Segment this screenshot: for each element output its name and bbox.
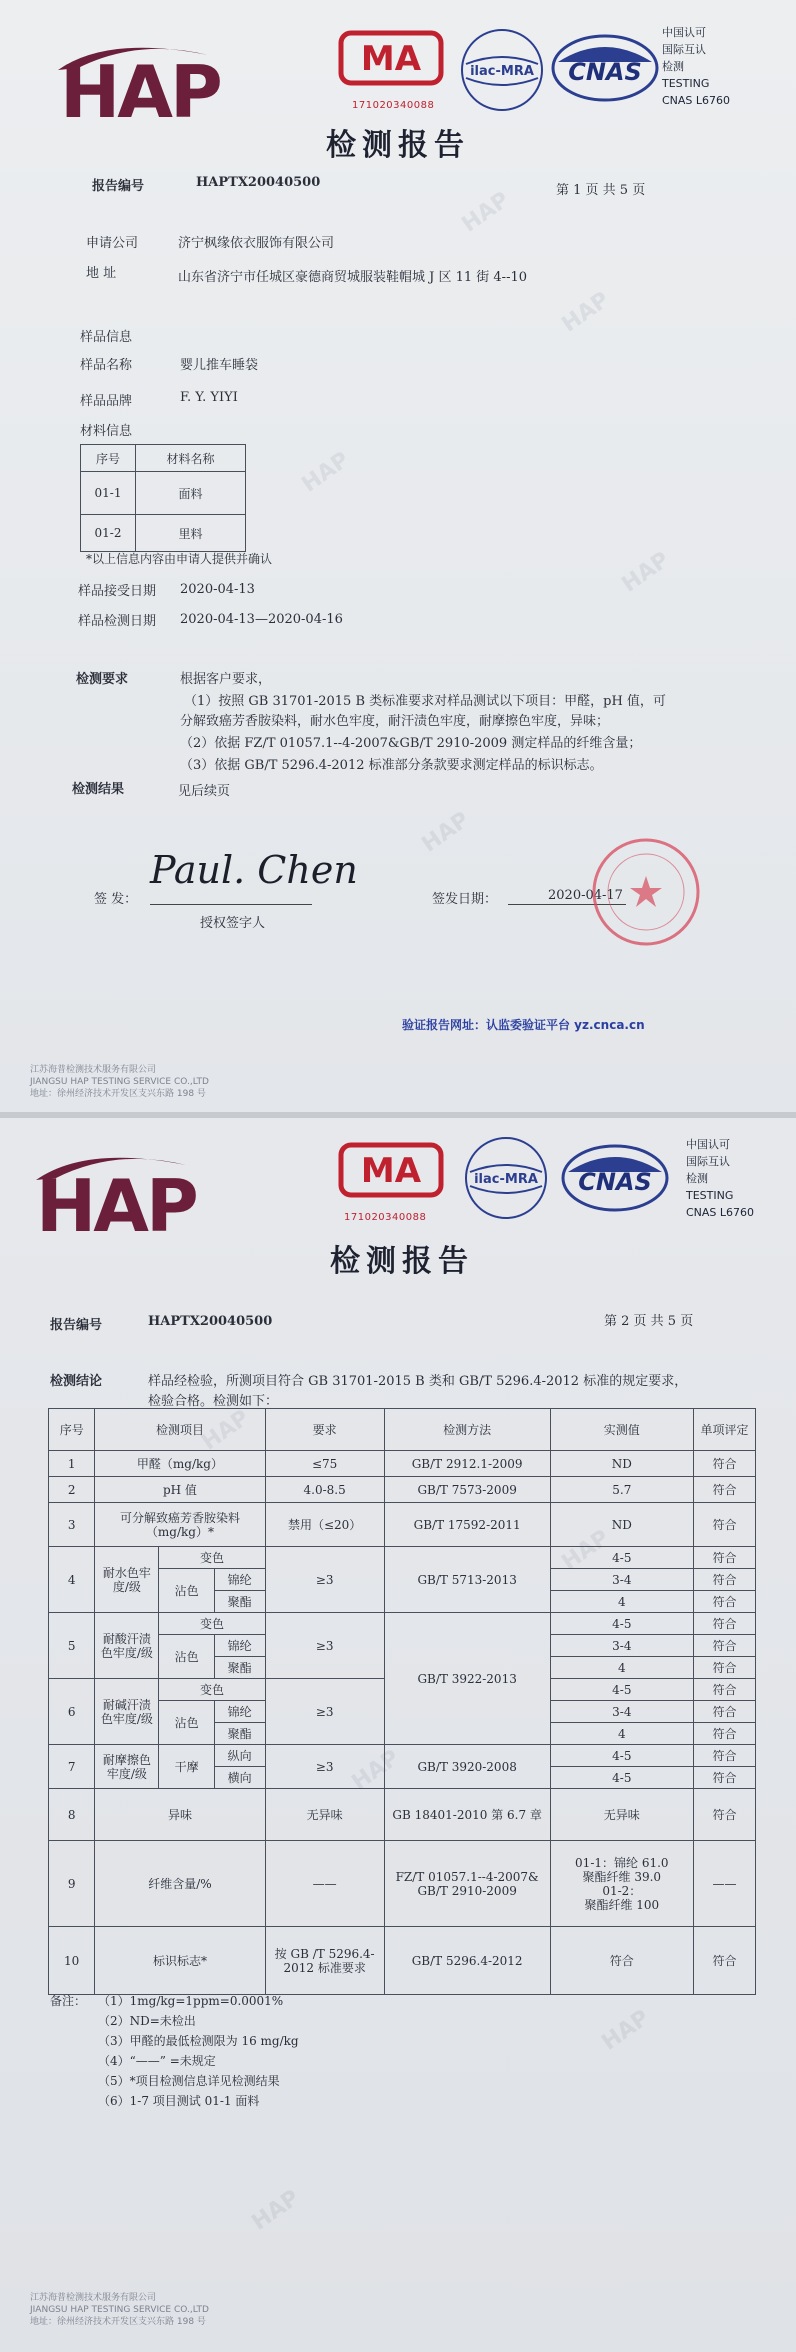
table-row: 5 耐酸汗渍色牢度/级 变色 ≥3 GB/T 3922-2013 4-5 符合: [49, 1613, 756, 1635]
table-row: 3 可分解致癌芳香胺染料（mg/kg）* 禁用（≤20） GB/T 17592-2011 ND 符合: [49, 1503, 756, 1547]
requirement-line: （1）按照 GB 31701-2015 B 类标准要求对样品测试以下项目：甲醛，pH 值，可: [184, 694, 666, 709]
watermark: HAP: [597, 2005, 655, 2056]
note-line: （3）甲醛的最低检测限为 16 mg/kg: [98, 2034, 299, 2048]
page-title: 检测报告: [330, 1244, 474, 1279]
table-row: 聚酯 4 符合: [49, 1591, 756, 1613]
watermark: HAP: [617, 547, 675, 598]
note-line: （5）*项目检测信息详见检测结果: [98, 2074, 280, 2088]
page-title: 检测报告: [326, 128, 470, 163]
sample-name: 婴儿推车睡袋: [180, 358, 259, 373]
svg-text:MA: MA: [360, 1151, 422, 1191]
requirement-label: 检测要求: [76, 672, 129, 687]
received-label: 样品接受日期: [78, 584, 157, 599]
materials-table: [80, 444, 246, 552]
fiber-content-cell: 01-1：锦纶 61.0 聚酯纤维 39.0 01-2： 聚酯纤维 100: [550, 1841, 694, 1927]
note-line: （6）1-7 项目测试 01-1 面料: [98, 2094, 260, 2108]
cnas-logo-icon: [550, 32, 660, 104]
footer: 江苏海普检测技术服务有限公司 JIANGSU HAP TESTING SERVICE CO.,LTD 地址：徐州经济技术开发区支兴东路 198 号: [30, 1065, 209, 1099]
table-row: 2 pH 值 4.0-8.5 GB/T 7573-2009 5.7 符合: [49, 1477, 756, 1503]
signer-title: 授权签字人: [200, 916, 266, 931]
official-stamp-icon: [590, 836, 702, 948]
materials-label: 材料信息: [80, 424, 133, 439]
svg-text:CNAS: CNAS: [568, 58, 642, 86]
watermark: HAP: [457, 187, 515, 238]
notes-label: 备注：: [50, 1994, 87, 2008]
received-date: 2020-04-13: [180, 582, 255, 597]
cma-mark-icon: [338, 1142, 444, 1198]
requirement-line: 根据客户要求，: [180, 672, 272, 687]
table-row: 6 耐碱汗渍色牢度/级 变色 ≥3 4-5 符合: [49, 1679, 756, 1701]
sample-name-label: 样品名称: [80, 358, 133, 373]
table-row: 8 异味 无异味 GB 18401-2010 第 6.7 章 无异味 符合: [49, 1789, 756, 1841]
sample-info-label: 样品信息: [80, 330, 133, 345]
table-header-row: 序号 检测项目 要求 检测方法 实测值 单项评定: [49, 1409, 756, 1451]
cma-number: 171020340088: [344, 1212, 427, 1223]
cnas-logo-icon: [560, 1142, 670, 1214]
svg-text:ilac-MRA: ilac-MRA: [470, 64, 534, 79]
page-indicator: 第 1 页 共 5 页: [556, 183, 646, 198]
result-label: 检测结果: [72, 782, 125, 797]
cma-mark-icon: [338, 30, 444, 86]
table-row: 聚酯 4 符合: [49, 1657, 756, 1679]
issue-date: 2020-04-17: [548, 888, 623, 903]
table-row: 沾色 锦纶 3-4 符合: [49, 1701, 756, 1723]
report-no-label: 报告编号: [50, 1318, 103, 1333]
table-row: 沾色 锦纶 3-4 符合: [49, 1635, 756, 1657]
watermark: HAP: [417, 807, 475, 858]
signature: Paul. Chen: [150, 848, 358, 892]
table-row: 01-1 面料: [81, 472, 246, 515]
cert-lines: 中国认可 国际互认 检测 TESTING CNAS L6760: [686, 1138, 755, 1219]
hap-logo-text: HAP: [60, 50, 220, 134]
report-no: HAPTX20040500: [196, 175, 321, 190]
report-page-2: [0, 1118, 796, 2352]
verify-url[interactable]: 验证报告网址：认监委验证平台 yz.cnca.cn: [402, 1018, 645, 1032]
table-row: 横向 4-5 符合: [49, 1767, 756, 1789]
table-row: 聚酯 4 符合: [49, 1723, 756, 1745]
applicant-label: 申请公司: [86, 236, 139, 251]
table-row: 沾色 锦纶 3-4 符合: [49, 1569, 756, 1591]
result-value: 见后续页: [178, 784, 231, 799]
table-row: 01-2 里料: [81, 515, 246, 552]
watermark: HAP: [197, 1405, 255, 1456]
watermark: HAP: [247, 2185, 305, 2236]
ilac-mra-icon: [458, 26, 546, 114]
conclusion-line: 检验合格。检测如下：: [148, 1394, 279, 1409]
watermark: HAP: [557, 1525, 615, 1576]
table-row: 序号 材料名称: [81, 445, 246, 472]
requirement-line: （2）依据 FZ/T 01057.1--4-2007&GB/T 2910-2009 测定样品的纤维含量；: [180, 736, 642, 751]
watermark: HAP: [347, 1745, 405, 1796]
address-label: 地 址: [86, 266, 117, 281]
requirement-line: 分解致癌芳香胺染料，耐水色牢度，耐汗渍色牢度，耐摩擦色牢度，异味；: [180, 714, 610, 729]
tested-date: 2020-04-13—2020-04-16: [180, 612, 343, 627]
sign-line: [150, 904, 312, 905]
report-no: HAPTX20040500: [148, 1314, 273, 1329]
table-row: 9 纤维含量/% —— FZ/T 01057.1--4-2007& GB/T 2910-2009 01-1：锦纶 61.0 聚酯纤维 39.0 01-2： 聚酯纤维 100 ——: [49, 1841, 756, 1927]
report-no-label: 报告编号: [92, 179, 145, 194]
watermark: HAP: [297, 447, 355, 498]
page-indicator: 第 2 页 共 5 页: [604, 1314, 694, 1329]
note: *以上信息内容由申请人提供并确认: [86, 552, 273, 566]
footer: 江苏海普检测技术服务有限公司 JIANGSU HAP TESTING SERVICE CO.,LTD 地址：徐州经济技术开发区支兴东路 198 号: [30, 2293, 209, 2327]
sign-label: 签 发：: [94, 892, 138, 907]
tested-label: 样品检测日期: [78, 614, 157, 629]
note-line: （2）ND=未检出: [98, 2014, 196, 2028]
applicant: 济宁枫缘依衣服饰有限公司: [178, 236, 335, 251]
note-line: （4）“——” =未规定: [98, 2054, 216, 2068]
results-table: [48, 1408, 756, 1995]
address: 山东省济宁市任城区豪德商贸城服装鞋帽城 J 区 11 街 4--10: [178, 270, 528, 285]
report-page-1: [0, 0, 796, 1112]
requirement-line: （3）依据 GB/T 5296.4-2012 标准部分条款要求测定样品的标识标志。: [180, 758, 603, 773]
table-row: 7 耐摩擦色牢度/级 干摩 纵向 ≥3 GB/T 3920-2008 4-5 符合: [49, 1745, 756, 1767]
hap-logo-text: HAP: [36, 1164, 196, 1248]
svg-text:CNAS: CNAS: [578, 1168, 652, 1196]
note-line: （1）1mg/kg=1ppm=0.0001%: [98, 1994, 284, 2008]
cert-lines: 中国认可 国际互认 检测 TESTING CNAS L6760: [662, 26, 731, 107]
cma-number: 171020340088: [352, 100, 435, 111]
conclusion-line: 样品经检验，所测项目符合 GB 31701-2015 B 类和 GB/T 5296.4-2012 标准的规定要求，: [148, 1374, 688, 1389]
ilac-mra-icon: [462, 1134, 550, 1222]
watermark: HAP: [557, 287, 615, 338]
brand-value: F. Y. YIYI: [180, 390, 238, 405]
table-row: 1 甲醛（mg/kg） ≤75 GB/T 2912.1-2009 ND 符合: [49, 1451, 756, 1477]
issue-date-label: 签发日期：: [432, 892, 498, 907]
conclusion-label: 检测结论: [50, 1374, 103, 1389]
svg-text:ilac-MRA: ilac-MRA: [474, 1172, 538, 1187]
table-row: 10 标识标志* 按 GB /T 5296.4-2012 标准要求 GB/T 5296.4-2012 符合 符合: [49, 1927, 756, 1995]
brand-label: 样品品牌: [80, 394, 133, 409]
table-row: 4 耐水色牢度/级 变色 ≥3 GB/T 5713-2013 4-5 符合: [49, 1547, 756, 1569]
svg-text:MA: MA: [360, 39, 422, 79]
